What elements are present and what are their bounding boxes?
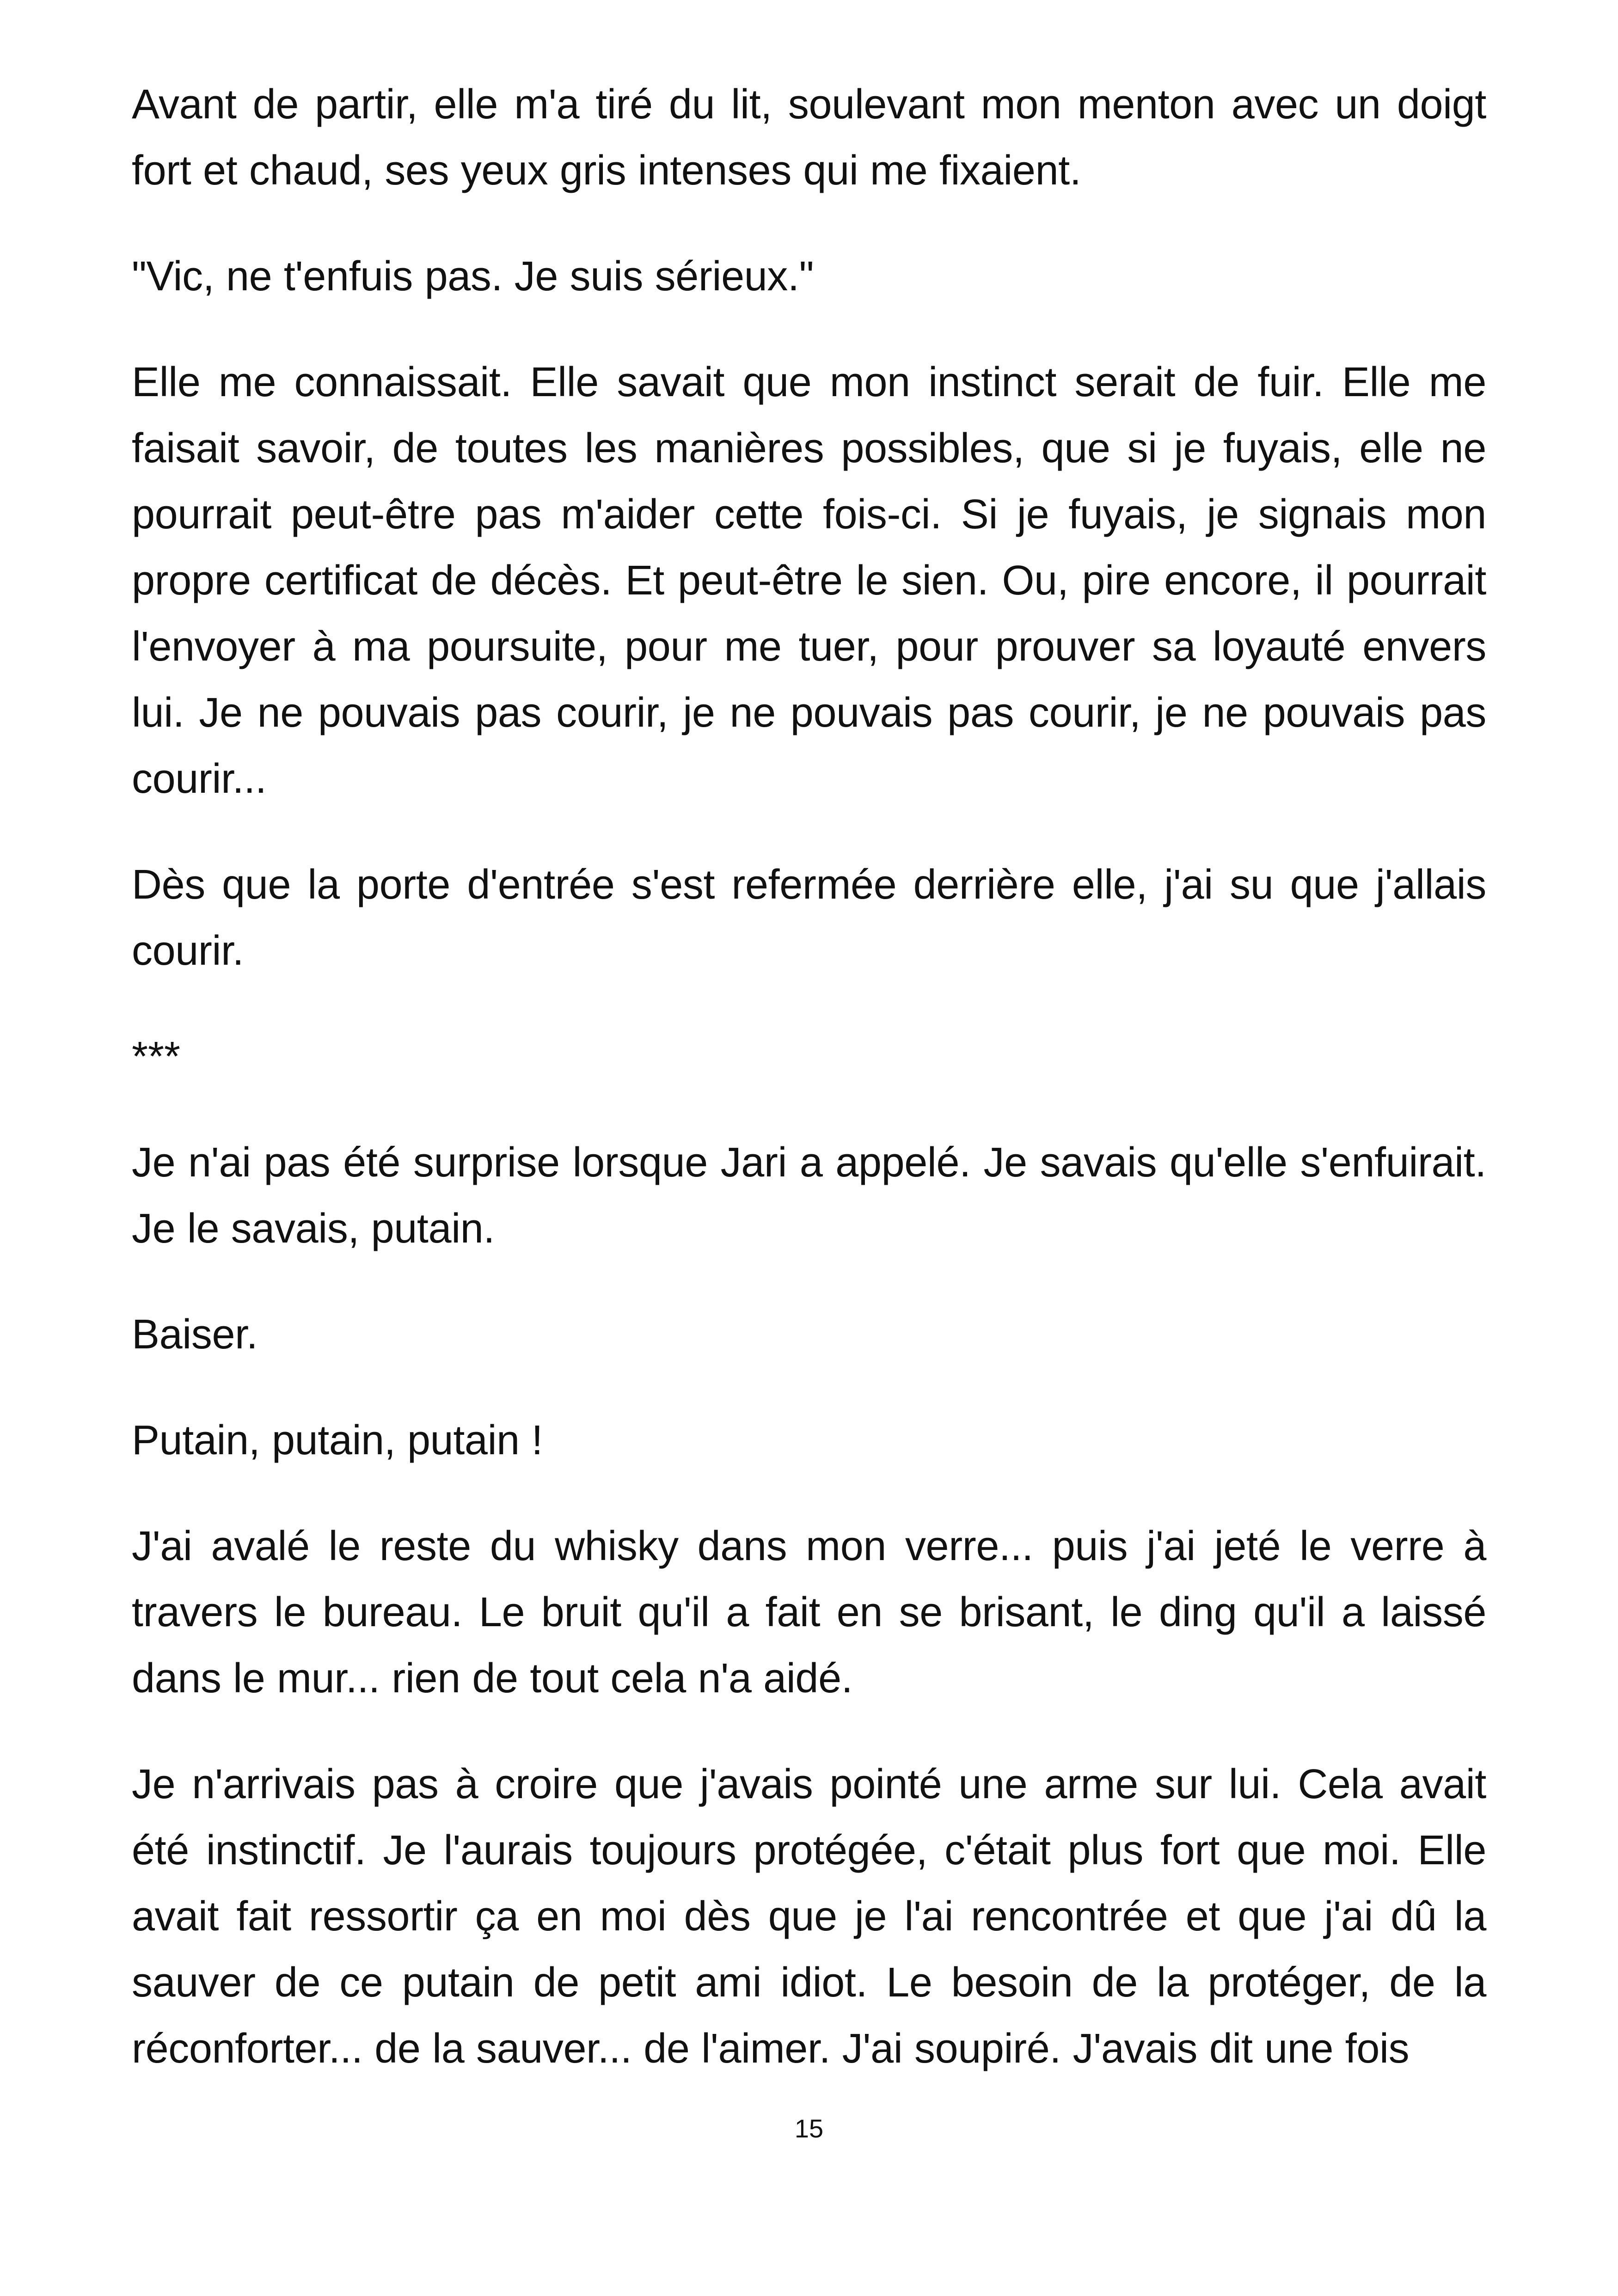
paragraph: "Vic, ne t'enfuis pas. Je suis sérieux." xyxy=(132,253,814,300)
paragraph: J'ai avalé le reste du whisky dans mon verre... puis j'ai jeté le verre à travers le bureau. Le bruit qu'il a fait en se brisant, le ding qu'il a laissé dans le mur... rien de tout cela n'a aidé. xyxy=(132,1523,1486,1702)
paragraph: Je n'ai pas été surprise lorsque Jari a appelé. Je savais qu'elle s'enfuirait. Je le savais, putain. xyxy=(132,1139,1486,1252)
paragraph: Elle me connaissait. Elle savait que mon instinct serait de fuir. Elle me faisait savoir, de toutes les manières possibles, que si je fuyais, elle ne pourrait peut-être pas m'aider cette fois-ci. Si je fuyais, je signais mon propre certificat de décès. Et peut-être le sien. Ou, pire encore, il pourrait l'envoyer à ma poursuite, pour me tuer, pour prouver sa loyauté envers lui. Je ne pouvais pas courir, je ne pouvais pas courir, je ne pouvais pas courir... xyxy=(132,359,1486,802)
scene-break: *** xyxy=(132,1034,181,1080)
paragraph: Baiser. xyxy=(132,1311,258,1358)
paragraph: Je n'arrivais pas à croire que j'avais pointé une arme sur lui. Cela avait été instinctif. Je l'aurais toujours protégée, c'était plus fort que moi. Elle avait fait ressortir ça en moi dès que je l'ai rencontrée et que j'ai dû la sauver de ce putain de petit ami idiot. Le besoin de la protéger, de la réconforter... de la sauver... de l'aimer. J'ai soupiré. J'avais dit une fois xyxy=(132,1761,1486,2072)
page-number: 15 xyxy=(794,2114,824,2143)
body-text xyxy=(132,72,1486,2082)
paragraph: Avant de partir, elle m'a tiré du lit, soulevant mon menton avec un doigt fort et chaud, ses yeux gris intenses qui me fixaient. xyxy=(132,81,1486,194)
paragraph: Putain, putain, putain ! xyxy=(132,1417,543,1463)
paragraph: Dès que la porte d'entrée s'est refermée derrière elle, j'ai su que j'allais courir. xyxy=(132,862,1486,974)
